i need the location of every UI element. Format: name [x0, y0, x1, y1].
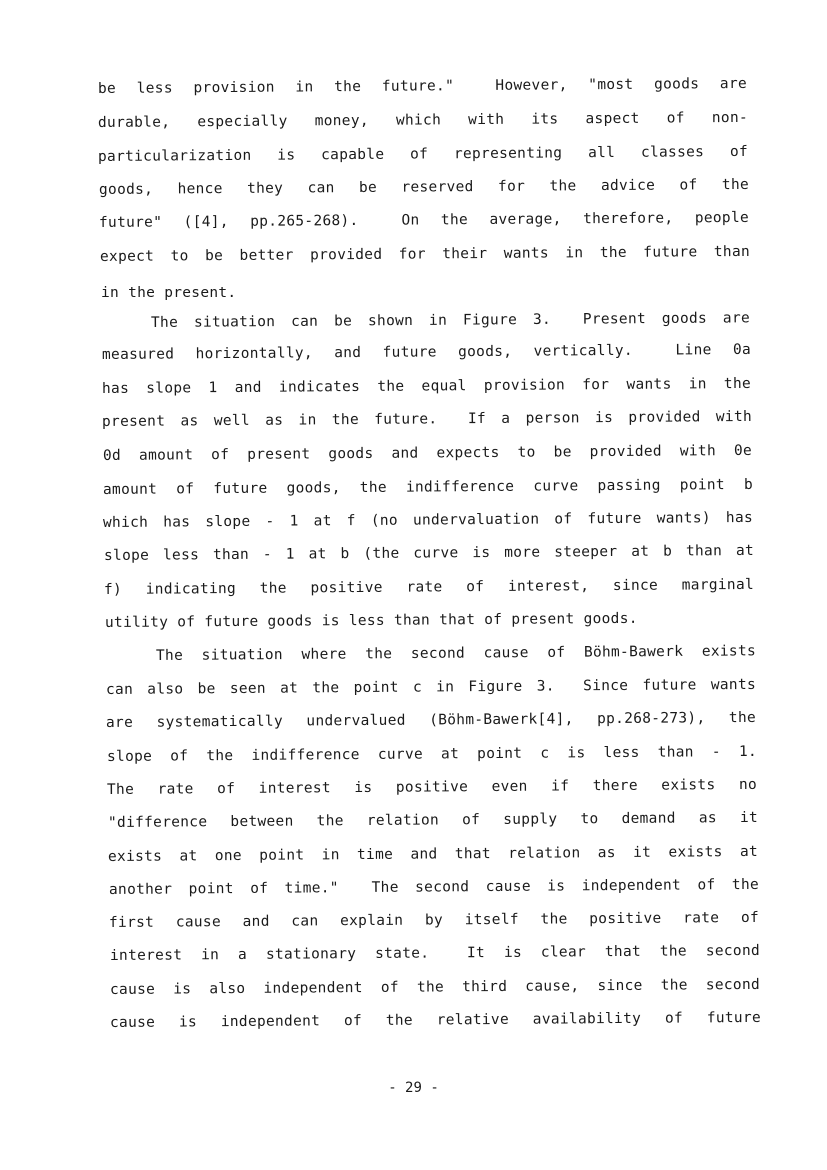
text-line: The situation where the second cause of Böhm-Bawerk exists	[155, 643, 757, 664]
text-line: 0d amount of present goods and expects to be provided with 0e	[102, 442, 753, 464]
text-line: utility of future goods is less than that of present goods.	[104, 610, 638, 631]
text-line: durable, especially money, which with its aspect of non-	[97, 109, 749, 131]
text-line: first cause and can explain by itself the positive rate of	[108, 909, 760, 931]
text-line: be less provision in the future." However, "most goods are	[97, 75, 748, 97]
text-line: cause is independent of the relative availability of future	[109, 1009, 762, 1031]
page-number: - 29 -	[388, 1080, 439, 1096]
text-line: slope of the indifference curve at point c is less than - 1.	[106, 743, 758, 765]
text-line: slope less than - 1 at b (the curve is more steeper at b than at	[103, 542, 755, 564]
text-line: The rate of interest is positive even if there exists no	[106, 776, 758, 798]
text-line: are systematically undervalued (Böhm-Bawerk[4], pp.268-273), the	[105, 709, 757, 731]
text-line: interest in a stationary state. It is clear that the second	[109, 942, 761, 964]
text-line: The situation can be shown in Figure 3. Present goods are	[150, 310, 751, 331]
text-line: future" ([4], pp.265-268). On the average, therefore, people	[98, 209, 750, 231]
text-line: amount of future goods, the indifference curve passing point b	[102, 476, 754, 498]
text-line: cause is also independent of the third cause, since the second	[109, 976, 761, 998]
text-line: particularization is capable of representing all classes of	[97, 143, 749, 165]
text-line: exists at one point in time and that relation as it exists at	[107, 843, 759, 865]
text-line: in the present.	[101, 285, 237, 301]
text-line: present as well as in the future. If a person is provided with	[101, 408, 753, 430]
text-line: f) indicating the positive rate of interest, since marginal	[103, 576, 755, 598]
text-line: goods, hence they can be reserved for the advice of the	[98, 176, 750, 198]
text-line: can also be seen at the point c in Figure 3. Since future wants	[105, 676, 757, 698]
text-line: has slope 1 and indicates the equal provision for wants in the	[101, 375, 752, 397]
text-line: expect to be better provided for their wants in the future than	[99, 243, 751, 265]
text-line: measured horizontally, and future goods, vertically. Line 0a	[101, 341, 752, 363]
text-line: "difference between the relation of supply to demand as it	[107, 809, 759, 831]
text-line: another point of time." The second cause is independent of the	[108, 876, 760, 898]
text-line: which has slope - 1 at f (no undervaluation of future wants) has	[102, 509, 754, 531]
